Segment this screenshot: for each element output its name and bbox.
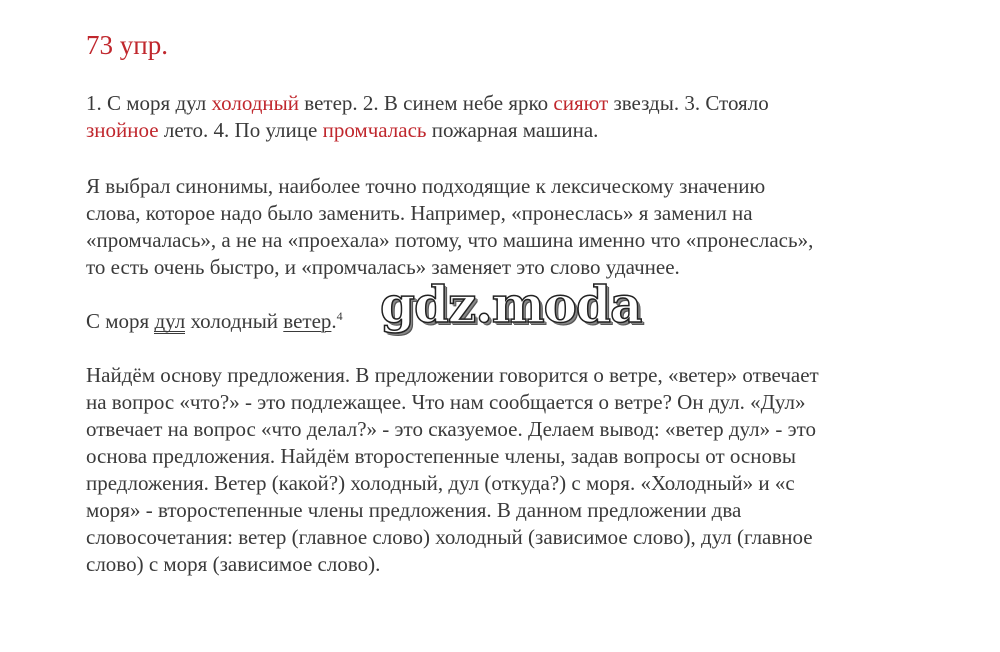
highlighted-word: холодный <box>211 91 300 115</box>
text-segment: пожарная машина. <box>426 118 599 142</box>
explanation-paragraph <box>86 173 813 281</box>
text-line: то есть очень быстро, и «промчалась» заменяет это слово удачнее. <box>86 255 680 279</box>
text-segment: холодный <box>185 309 284 333</box>
text-line: основа предложения. Найдём второстепенные члены, задав вопросы от основы <box>86 444 796 468</box>
text-line: слово) с моря (зависимое слово). <box>86 552 381 576</box>
superscript-number: 4 <box>336 309 343 323</box>
text-segment: звезды. 3. Стояло <box>608 91 769 115</box>
highlighted-word: знойное <box>86 118 159 142</box>
sentences-line-2 <box>86 117 769 144</box>
predicate-word: дул <box>154 309 186 333</box>
text-line: отвечает на вопрос «что делал?» - это сказуемое. Делаем вывод: «ветер дул» - это <box>86 417 817 441</box>
text-line: на вопрос «что?» - это подлежащее. Что нам сообщается о ветре? Он дул. «Дул» <box>86 390 806 414</box>
text-segment: . <box>331 309 337 333</box>
highlighted-word: промчалась <box>322 118 427 142</box>
text-line: Найдём основу предложения. В предложении говорится о ветре, «ветер» отвечает <box>86 363 819 387</box>
text-line: «промчалась», а не на «проехала» потому, что машина именно что «пронеслась», <box>86 228 814 252</box>
text-line: предложения. Ветер (какой?) холодный, дул (откуда?) с моря. «Холодный» и «с <box>86 471 795 495</box>
watermark-logo: gdz.moda <box>380 275 642 334</box>
text-line: слова, которое надо было заменить. Например, «пронеслась» я заменил на <box>86 201 753 225</box>
text-segment: 1. С моря дул <box>86 91 212 115</box>
text-segment: ветер. 2. В синем небе ярко <box>299 91 554 115</box>
text-line: Я выбрал синонимы, наиболее точно подходящие к лексическому значению <box>86 174 766 198</box>
text-segment: лето. 4. По улице <box>158 118 323 142</box>
sentences-paragraph <box>86 90 769 144</box>
text-line: моря» - второстепенные члены предложения. В данном предложении два <box>86 498 742 522</box>
text-line: словосочетания: ветер (главное слово) холодный (зависимое слово), дул (главное <box>86 525 813 549</box>
text-segment: С моря <box>86 309 155 333</box>
highlighted-word: сияют <box>553 91 609 115</box>
sentences-line-1 <box>86 90 769 117</box>
exercise-title: 73 упр. <box>86 30 168 60</box>
subject-word: ветер <box>283 309 332 333</box>
parsed-sentence <box>86 308 343 335</box>
parsed-sentence-line <box>86 308 343 335</box>
analysis-paragraph <box>86 362 819 578</box>
